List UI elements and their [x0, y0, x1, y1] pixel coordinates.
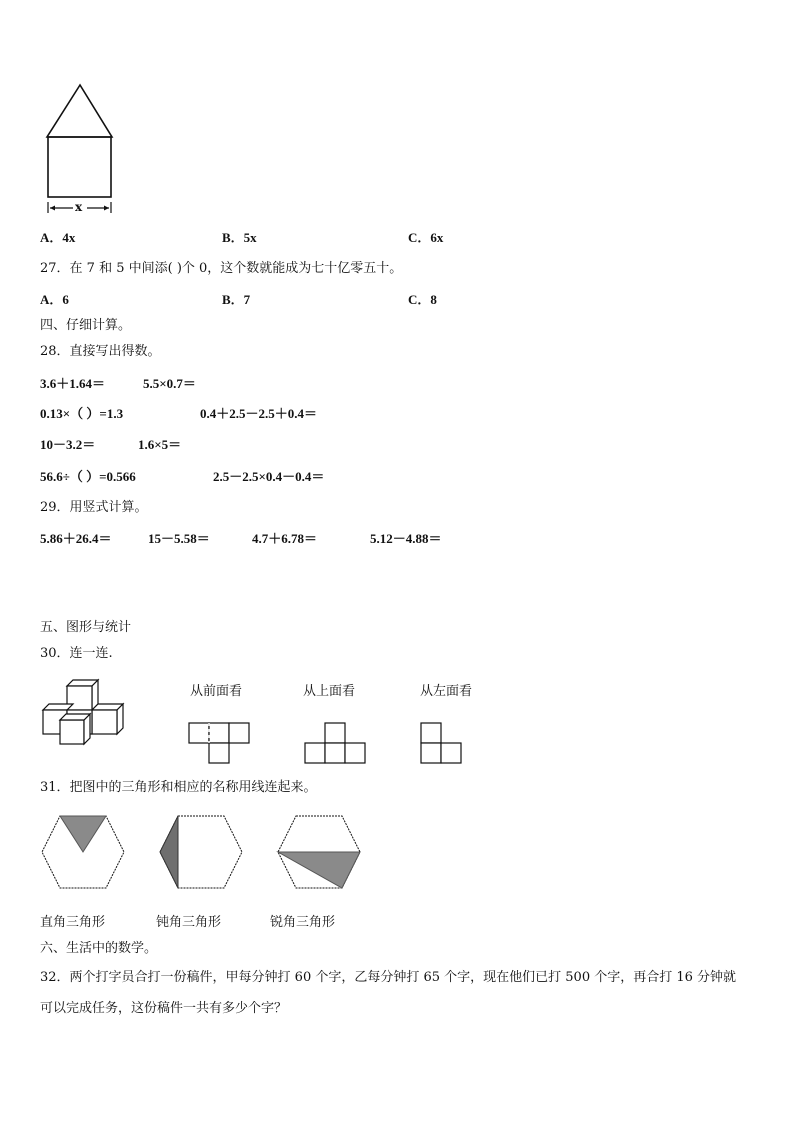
q30-title: 30．连一连. [40, 646, 113, 661]
q29-item: 5.86＋26.4＝ [40, 531, 112, 546]
q26-option-a[interactable]: A．4x [40, 230, 76, 245]
q26-option-c[interactable]: C．6x [408, 230, 444, 245]
hexagon-figure-1 [40, 814, 126, 890]
hexagon-figure-2 [158, 814, 244, 890]
q27-option-c[interactable]: C．8 [408, 292, 437, 307]
section-5-heading: 五、图形与统计 [40, 620, 132, 635]
q31-title: 31．把图中的三角形和相应的名称用线连起来。 [40, 780, 317, 795]
q32-line-2: 可以完成任务，这份稿件一共有多少个字？ [40, 1001, 288, 1016]
view-label-left: 从左面看 [420, 684, 473, 699]
q27-question: 27．在 7 和 5 中间添( )个 0，这个数就能成为七十亿零五十。 [40, 261, 403, 276]
q28-item: 2.5－2.5×0.4－0.4＝ [213, 469, 325, 484]
section-4-heading: 四、仔细计算。 [40, 318, 132, 333]
dimension-label: x [75, 200, 83, 214]
q28-item: 0.4＋2.5－2.5＋0.4＝ [200, 406, 318, 421]
view-shape-inverted-t [304, 722, 368, 766]
cube-stack-figure [40, 676, 140, 748]
section-6-heading: 六、生活中的数学。 [40, 941, 158, 956]
view-label-top: 从上面看 [303, 684, 356, 699]
triangle-name-acute: 锐角三角形 [270, 915, 336, 930]
q32-line-1: 32．两个打字员合打一份稿件，甲每分钟打 60 个字，乙每分钟打 65 个字，现在他们已打 500 个字，再合打 16 分钟就 [40, 970, 737, 985]
q28-item: 1.6×5＝ [138, 437, 182, 452]
q28-item: 0.13×（ ）=1.3 [40, 406, 124, 421]
q28-item: 10－3.2＝ [40, 437, 96, 452]
q28-item: 3.6＋1.64＝ [40, 376, 106, 391]
q29-item: 4.7＋6.78＝ [252, 531, 318, 546]
triangle-name-right: 直角三角形 [40, 915, 106, 930]
q27-option-b[interactable]: B．7 [222, 292, 251, 307]
q29-item: 5.12－4.88＝ [370, 531, 442, 546]
view-label-front: 从前面看 [190, 684, 243, 699]
q29-title: 29．用竖式计算。 [40, 500, 148, 515]
q29-item: 15－5.58＝ [148, 531, 210, 546]
triangle-name-obtuse: 钝角三角形 [156, 915, 222, 930]
q28-item: 5.5×0.7＝ [143, 376, 196, 391]
view-shape-t [188, 722, 252, 766]
q27-option-a[interactable]: A．6 [40, 292, 69, 307]
house-figure [40, 82, 120, 217]
q28-title: 28．直接写出得数。 [40, 344, 161, 359]
q28-item: 56.6÷（ ）=0.566 [40, 469, 136, 484]
q26-option-b[interactable]: B．5x [222, 230, 257, 245]
view-shape-l [420, 722, 464, 766]
hexagon-figure-3 [276, 814, 362, 890]
